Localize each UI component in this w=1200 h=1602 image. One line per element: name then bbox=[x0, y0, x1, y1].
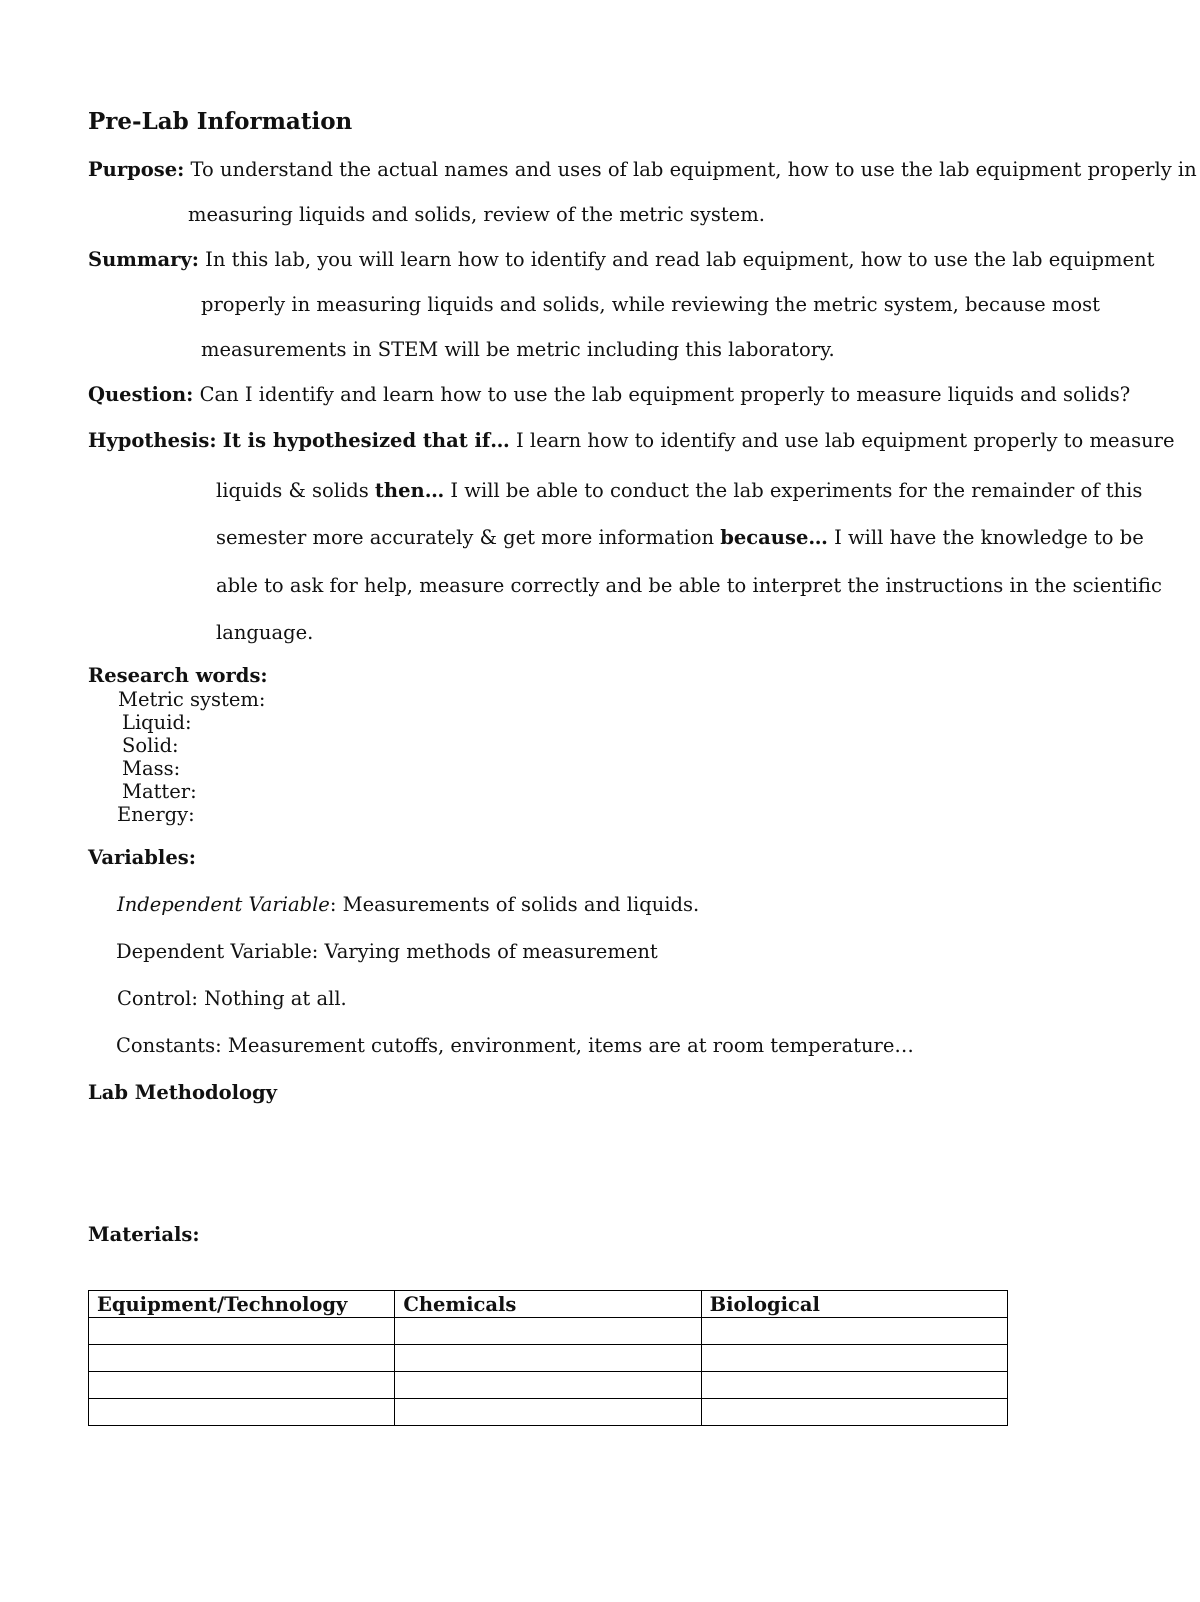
purpose-label: Purpose: bbox=[88, 158, 185, 181]
question-label: Question: bbox=[88, 383, 194, 406]
table-cell[interactable] bbox=[89, 1372, 395, 1399]
summary-text-3: measurements in STEM will be metric including this laboratory. bbox=[201, 338, 835, 361]
table-cell[interactable] bbox=[395, 1399, 701, 1426]
hypothesis-text-3b: I will have the knowledge to be bbox=[834, 526, 1144, 549]
header-biological: Biological bbox=[701, 1291, 1007, 1318]
summary-label: Summary: bbox=[88, 248, 199, 271]
research-word-matter: Matter: bbox=[122, 780, 197, 803]
research-word-liquid: Liquid: bbox=[122, 711, 192, 734]
hypothesis-then-label: then… bbox=[374, 479, 445, 502]
purpose-line-1 bbox=[88, 158, 1197, 181]
research-word-mass: Mass: bbox=[122, 757, 181, 780]
hypothesis-line-2 bbox=[216, 479, 1142, 502]
summary-line-1 bbox=[88, 248, 1154, 271]
table-cell[interactable] bbox=[701, 1372, 1007, 1399]
research-word-solid: Solid: bbox=[122, 734, 179, 757]
page-title: Pre-Lab Information bbox=[88, 108, 353, 135]
purpose-text-1: To understand the actual names and uses of lab equipment, how to use the lab equipment properly in bbox=[190, 158, 1197, 181]
materials-table bbox=[88, 1290, 1008, 1426]
hypothesis-line-3 bbox=[216, 526, 1144, 549]
table-cell[interactable] bbox=[701, 1345, 1007, 1372]
table-row bbox=[89, 1372, 1008, 1399]
constants-line: Constants: Measurement cutoffs, environment, items are at room temperature… bbox=[116, 1034, 914, 1057]
table-cell[interactable] bbox=[89, 1345, 395, 1372]
hypothesis-text-3a: semester more accurately & get more information bbox=[216, 526, 715, 549]
table-row bbox=[89, 1399, 1008, 1426]
summary-text-1: In this lab, you will learn how to identify and read lab equipment, how to use the lab equipment bbox=[205, 248, 1155, 271]
table-cell[interactable] bbox=[395, 1318, 701, 1345]
table-cell[interactable] bbox=[395, 1372, 701, 1399]
materials-header-row bbox=[89, 1291, 1008, 1318]
table-cell[interactable] bbox=[89, 1318, 395, 1345]
table-cell[interactable] bbox=[701, 1318, 1007, 1345]
table-row bbox=[89, 1345, 1008, 1372]
header-chemicals: Chemicals bbox=[395, 1291, 701, 1318]
research-words-label: Research words: bbox=[88, 664, 268, 687]
hypothesis-line-1 bbox=[88, 429, 1175, 452]
hypothesis-text-2b: I will be able to conduct the lab experiments for the remainder of this bbox=[450, 479, 1143, 502]
table-cell[interactable] bbox=[89, 1399, 395, 1426]
dependent-variable-line: Dependent Variable: Varying methods of measurement bbox=[116, 940, 658, 963]
variables-label: Variables: bbox=[88, 846, 196, 869]
question-line bbox=[88, 383, 1130, 406]
table-row bbox=[89, 1318, 1008, 1345]
independent-variable-value: : Measurements of solids and liquids. bbox=[329, 893, 700, 916]
hypothesis-text-2a: liquids & solids bbox=[216, 479, 369, 502]
table-cell[interactable] bbox=[701, 1399, 1007, 1426]
lab-methodology-heading: Lab Methodology bbox=[88, 1081, 277, 1104]
independent-variable-line bbox=[117, 893, 699, 916]
question-text: Can I identify and learn how to use the lab equipment properly to measure liquids and solids? bbox=[199, 383, 1131, 406]
hypothesis-if-label: It is hypothesized that if… bbox=[222, 429, 510, 452]
hypothesis-text-5: language. bbox=[216, 621, 314, 644]
research-word-metric-system: Metric system: bbox=[118, 688, 266, 711]
summary-text-2: properly in measuring liquids and solids, while reviewing the metric system, because most bbox=[201, 293, 1100, 316]
hypothesis-text-4: able to ask for help, measure correctly and be able to interpret the instructions in the scientific bbox=[216, 574, 1162, 597]
research-word-energy: Energy: bbox=[117, 803, 195, 826]
table-cell[interactable] bbox=[395, 1345, 701, 1372]
materials-label: Materials: bbox=[88, 1223, 200, 1246]
hypothesis-text-1: I learn how to identify and use lab equipment properly to measure bbox=[516, 429, 1175, 452]
purpose-text-2: measuring liquids and solids, review of the metric system. bbox=[188, 203, 765, 226]
header-equipment-technology: Equipment/Technology bbox=[89, 1291, 395, 1318]
independent-variable-label: Independent Variable bbox=[117, 893, 330, 916]
control-line: Control: Nothing at all. bbox=[117, 987, 347, 1010]
hypothesis-because-label: because… bbox=[720, 526, 828, 549]
hypothesis-label: Hypothesis: bbox=[88, 429, 217, 452]
